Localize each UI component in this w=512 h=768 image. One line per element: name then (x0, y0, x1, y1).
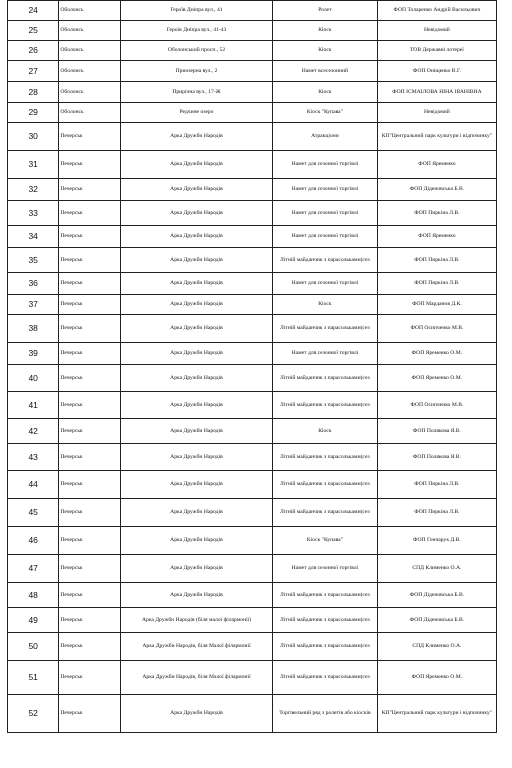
row-number-cell: 36 (8, 273, 59, 295)
owner-cell: ФОП Діденовська Б.В. (377, 583, 496, 608)
table-row (8, 608, 497, 633)
object-type-cell: Літній майданчик з парасольками(сез (273, 392, 378, 419)
row-number-cell: 39 (8, 343, 59, 365)
table-row (8, 583, 497, 608)
object-type-cell: Кіоск (273, 41, 378, 61)
district-cell: Печерськ (59, 392, 121, 419)
object-type-cell: Намет для сезонної торгівлі (273, 555, 378, 583)
owner-cell: КП"Центральний парк культури і відпочинку" (377, 123, 496, 151)
district-cell: Оболонсь (59, 21, 121, 41)
district-cell: Печерськ (59, 365, 121, 392)
table-row (8, 201, 497, 226)
row-number-cell: 28 (8, 82, 59, 103)
object-type-cell: Кіоск "Купава" (273, 103, 378, 123)
address-cell: Арка Дружби Народів (120, 248, 272, 273)
owner-cell: ФОП Діденовська Б.В. (377, 608, 496, 633)
district-cell: Печерськ (59, 151, 121, 179)
row-number-cell: 27 (8, 61, 59, 82)
table-row (8, 82, 497, 103)
object-type-cell: Намет всесезонний (273, 61, 378, 82)
object-type-cell: Намет для сезонної торгівлі (273, 151, 378, 179)
district-cell: Печерськ (59, 123, 121, 151)
address-cell: Арка Дружби Народів (120, 392, 272, 419)
table-row (8, 633, 497, 661)
row-number-cell: 41 (8, 392, 59, 419)
table-row (8, 123, 497, 151)
row-number-cell: 24 (8, 1, 59, 21)
address-cell: Героїв Дніпра вул., 41 (120, 1, 272, 21)
address-cell: Арка Дружби Народів (120, 201, 272, 226)
table-row (8, 499, 497, 527)
district-cell: Печерськ (59, 295, 121, 315)
district-cell: Печерськ (59, 273, 121, 295)
row-number-cell: 40 (8, 365, 59, 392)
row-number-cell: 44 (8, 471, 59, 499)
owner-cell: ФОП Яременко (377, 151, 496, 179)
address-cell: Арка Дружби Народів (120, 226, 272, 248)
owner-cell: ФОП Марданов Д.К. (377, 295, 496, 315)
district-cell: Печерськ (59, 343, 121, 365)
table-row (8, 179, 497, 201)
district-cell: Печерськ (59, 499, 121, 527)
address-cell: Арка Дружби Народів (біля малої філармонії) (120, 608, 272, 633)
table-row (8, 248, 497, 273)
row-number-cell: 49 (8, 608, 59, 633)
object-type-cell: Літній майданчик з парасольками(сез (273, 583, 378, 608)
district-cell: Оболонсь (59, 103, 121, 123)
address-cell: Арка Дружби Народів (120, 365, 272, 392)
district-cell: Оболонсь (59, 82, 121, 103)
table-row (8, 315, 497, 343)
row-number-cell: 52 (8, 695, 59, 733)
address-cell: Арка Дружби Народів (120, 444, 272, 471)
table-row (8, 295, 497, 315)
district-cell: Печерськ (59, 633, 121, 661)
table-row (8, 226, 497, 248)
table-row (8, 365, 497, 392)
object-type-cell: Намет для сезонної торгівлі (273, 201, 378, 226)
address-cell: Арка Дружби Народів (120, 583, 272, 608)
address-cell: Арка Дружби Народів (120, 315, 272, 343)
table-row (8, 61, 497, 82)
table-row (8, 471, 497, 499)
object-type-cell: Кіоск (273, 82, 378, 103)
object-type-cell: Літній майданчик з парасольками(сез (273, 499, 378, 527)
address-cell: Арка Дружби Народів (120, 499, 272, 527)
owner-cell: ФОП Яременко О.М. (377, 343, 496, 365)
row-number-cell: 48 (8, 583, 59, 608)
owner-cell: СПД Клименко О.А. (377, 633, 496, 661)
address-cell: Арка Дружби Народів (120, 343, 272, 365)
owner-cell: ФОП Осипченко М.В. (377, 315, 496, 343)
address-cell: Прирічна вул., 17-Ж (120, 82, 272, 103)
object-type-cell: Літній майданчик з парасольками(сез (273, 248, 378, 273)
object-type-cell: Кіоск (273, 295, 378, 315)
object-type-cell: Намет для сезонної торгівлі (273, 343, 378, 365)
owner-cell: СПД Клименко О.А. (377, 555, 496, 583)
owner-cell: ФОП Гончарук Д.В. (377, 527, 496, 555)
district-cell: Печерськ (59, 248, 121, 273)
owner-cell: ФОП Пиркіна Л.В. (377, 201, 496, 226)
owner-cell: ФОП Пиркіна Л.В. (377, 248, 496, 273)
address-cell: Арка Дружби Народів (120, 555, 272, 583)
table-row (8, 103, 497, 123)
table-row (8, 21, 497, 41)
owner-cell: ТОВ Державні лотереї (377, 41, 496, 61)
district-cell: Оболонсь (59, 41, 121, 61)
district-cell: Печерськ (59, 201, 121, 226)
address-cell: Героїв Дніпра вул., 41-43 (120, 21, 272, 41)
table-row (8, 1, 497, 21)
table-row (8, 41, 497, 61)
table-row (8, 661, 497, 695)
address-cell: Арка Дружби Народів (120, 123, 272, 151)
district-cell: Печерськ (59, 315, 121, 343)
district-cell: Печерськ (59, 444, 121, 471)
row-number-cell: 30 (8, 123, 59, 151)
owner-cell: ФОП Яременко О.М. (377, 365, 496, 392)
district-cell: Печерськ (59, 583, 121, 608)
row-number-cell: 25 (8, 21, 59, 41)
owner-cell: Невідомий (377, 103, 496, 123)
row-number-cell: 46 (8, 527, 59, 555)
object-type-cell: Літній майданчик з парасольками(сез (273, 633, 378, 661)
row-number-cell: 45 (8, 499, 59, 527)
district-cell: Печерськ (59, 695, 121, 733)
row-number-cell: 38 (8, 315, 59, 343)
owner-cell: ФОП Пиркіна Л.В. (377, 471, 496, 499)
district-cell: Печерськ (59, 608, 121, 633)
district-cell: Печерськ (59, 555, 121, 583)
district-cell: Печерськ (59, 471, 121, 499)
table-row (8, 273, 497, 295)
object-type-cell: Атракціони (273, 123, 378, 151)
district-cell: Печерськ (59, 661, 121, 695)
object-type-cell: Намет для сезонної торгівлі (273, 273, 378, 295)
owner-cell: ФОП Пиркіна Л.В. (377, 273, 496, 295)
district-cell: Печерськ (59, 419, 121, 444)
row-number-cell: 51 (8, 661, 59, 695)
owner-cell: ФОП Діденовська Б.В. (377, 179, 496, 201)
owner-cell: ФОП Полякова Я.В. (377, 419, 496, 444)
row-number-cell: 33 (8, 201, 59, 226)
object-type-cell: Літній майданчик з парасольками(сез (273, 365, 378, 392)
row-number-cell: 34 (8, 226, 59, 248)
owner-cell: ФОП Полякова Я.В. (377, 444, 496, 471)
owner-cell: ФОП Яременко (377, 226, 496, 248)
district-cell: Оболонсь (59, 1, 121, 21)
object-type-cell: Торгівельний ряд з ролетів або кіосків (273, 695, 378, 733)
owner-cell: Невідомий (377, 21, 496, 41)
row-number-cell: 47 (8, 555, 59, 583)
address-cell: Арка Дружби Народів (120, 151, 272, 179)
row-number-cell: 31 (8, 151, 59, 179)
object-type-cell: Кіоск (273, 21, 378, 41)
address-cell: Арка Дружби Народів (120, 273, 272, 295)
row-number-cell: 37 (8, 295, 59, 315)
address-cell: Арка Дружби Народів (120, 295, 272, 315)
table-row (8, 527, 497, 555)
owner-cell: ФОП Пиркіна Л.В. (377, 499, 496, 527)
row-number-cell: 26 (8, 41, 59, 61)
object-type-cell: Літній майданчик з парасольками(сез (273, 315, 378, 343)
address-cell: Арка Дружби Народів (120, 527, 272, 555)
address-cell: Арка Дружби Народів (120, 179, 272, 201)
object-type-cell: Літній майданчик з парасольками(сез (273, 471, 378, 499)
object-type-cell: Літній майданчик з парасольками(сез (273, 661, 378, 695)
district-cell: Печерськ (59, 179, 121, 201)
address-cell: Оболонський просп., 52 (120, 41, 272, 61)
object-type-cell: Намет для сезонної торгівлі (273, 179, 378, 201)
object-type-cell: Ролет (273, 1, 378, 21)
district-cell: Оболонсь (59, 61, 121, 82)
owner-cell: ФОП Осипченко М.В. (377, 392, 496, 419)
owner-cell: ФОП Оніщенко В.Г. (377, 61, 496, 82)
table-row (8, 343, 497, 365)
district-cell: Печерськ (59, 226, 121, 248)
row-number-cell: 32 (8, 179, 59, 201)
document-page (7, 0, 497, 733)
kiosk-registry-table (7, 0, 497, 733)
owner-cell: КП"Центральний парк культури і відпочинку" (377, 695, 496, 733)
owner-cell: ФОП Яременко О.М. (377, 661, 496, 695)
row-number-cell: 43 (8, 444, 59, 471)
address-cell: Арка Дружби Народів (120, 471, 272, 499)
object-type-cell: Літній майданчик з парасольками(сез (273, 608, 378, 633)
owner-cell: ФОП Толаренко Андрій Васильович (377, 1, 496, 21)
table-body (8, 1, 497, 733)
row-number-cell: 29 (8, 103, 59, 123)
row-number-cell: 35 (8, 248, 59, 273)
address-cell: Арка Дружби Народів (120, 695, 272, 733)
address-cell: Арка Дружби Народів, біля Малої філармонії (120, 633, 272, 661)
row-number-cell: 50 (8, 633, 59, 661)
table-row (8, 444, 497, 471)
address-cell: Приозерна вул., 2 (120, 61, 272, 82)
table-row (8, 695, 497, 733)
object-type-cell: Кіоск "Купава" (273, 527, 378, 555)
row-number-cell: 42 (8, 419, 59, 444)
owner-cell: ФОП ІСМАІЛОВА НІНА ІВАНІВНА (377, 82, 496, 103)
table-row (8, 555, 497, 583)
object-type-cell: Літній майданчик з парасольками(сез (273, 444, 378, 471)
address-cell: Арка Дружби Народів (120, 419, 272, 444)
table-row (8, 392, 497, 419)
table-row (8, 419, 497, 444)
address-cell: Арка Дружби Народів, біля Малої філармонії (120, 661, 272, 695)
object-type-cell: Намет для сезонної торгівлі (273, 226, 378, 248)
object-type-cell: Кіоск (273, 419, 378, 444)
table-row (8, 151, 497, 179)
district-cell: Печерськ (59, 527, 121, 555)
address-cell: Редчине озеро (120, 103, 272, 123)
